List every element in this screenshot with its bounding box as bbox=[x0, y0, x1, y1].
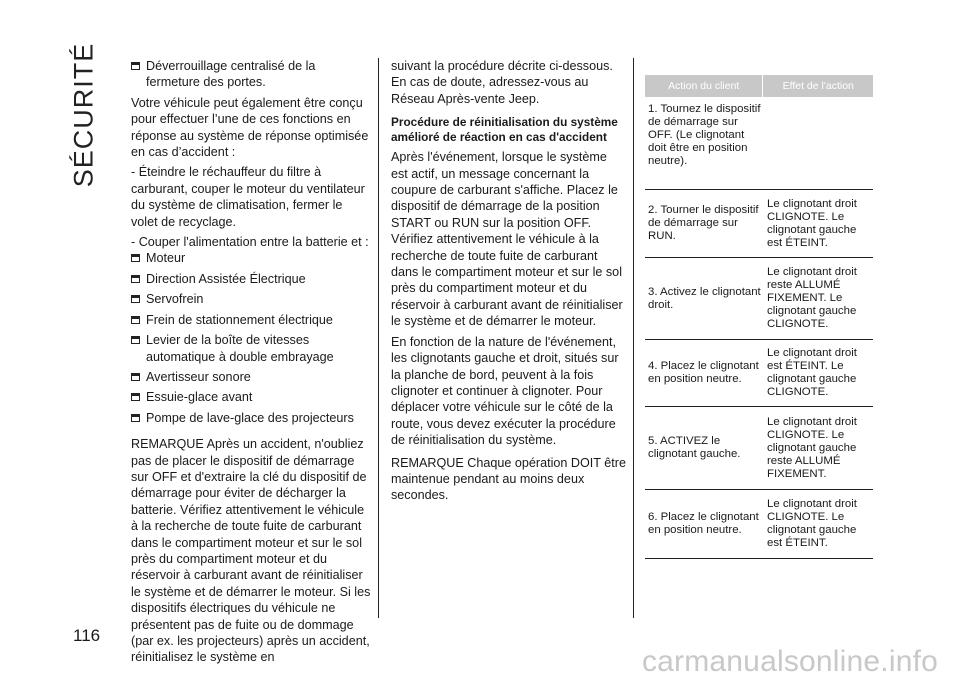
column-divider-2 bbox=[633, 58, 634, 618]
paragraph: - Éteindre le réchauffeur du filtre à carburant, couper le moteur du ventilateur du système de climatisation, fermer le volet de recyclage. bbox=[131, 165, 365, 229]
paragraph: Après l'événement, lorsque le système est actif, un message concernant la coupure de carburant s'affiche. Placez le dispositif de démarrage de la position START ou RUN sur la position OFF. Vérifiez attentivement le véhicule à la recherche de toute fuite de carburant dans le compartiment moteur et sur le sol près du compartiment moteur et du réservoir à carburant avant de réinitialiser le système et de démarrer le moteur. bbox=[391, 150, 623, 329]
checkbox-bullet-icon bbox=[131, 275, 140, 283]
list-item: Direction Assistée Électrique bbox=[131, 271, 371, 287]
table-cell: Le clignotant droit CLIGNOTE. Le clignotant gauche est ÉTEINT. bbox=[767, 498, 857, 549]
remark-paragraph: REMARQUE Après un accident, n'oubliez pas de placer le dispositif de démarrage sur OFF et d'extraire la clé du dispositif de démarrage pour éviter de décharger la batterie. Vérifiez attentivement le véhicule à la recherche de toute fuite de carburant dans le compartiment moteur et sur le sol près du compartiment moteur et du réservoir à carburant avant de réinitialiser le système et de démarrer le moteur. Si les dispositifs électriques du véhicule ne présentent pas de fuite ou de dommage (par ex. les projecteurs) après un accident, réinitialisez le système en bbox=[131, 437, 371, 665]
list-item: Avertisseur sonore bbox=[131, 369, 371, 385]
table-header bbox=[645, 75, 873, 97]
column-header: Action du client bbox=[668, 80, 740, 92]
table-cell: Le clignotant droit reste ALLUMÉ FIXEMENT. Le clignotant gauche CLIGNOTE. bbox=[767, 266, 857, 330]
table-cell: 1. Tournez le dispositif de démarrage sur OFF. (Le clignotant doit être en position neutre). bbox=[648, 103, 761, 167]
table-cell: 4. Placez le clignotant en position neutre. bbox=[648, 360, 759, 385]
table-row bbox=[645, 490, 873, 559]
list-item: Servofrein bbox=[131, 291, 371, 307]
checkbox-bullet-icon bbox=[131, 373, 140, 381]
section-title bbox=[60, 40, 108, 190]
reset-procedure-table bbox=[645, 75, 873, 559]
paragraph: Votre véhicule peut également être conçu pour effectuer l’une de ces fonctions en réponse au système de réponse optimisée en cas d’accident : bbox=[131, 95, 369, 160]
checkbox-bullet-icon bbox=[131, 336, 140, 344]
column-header: Effet de l'action bbox=[762, 75, 873, 97]
table-cell: 3. Activez le clignotant droit. bbox=[648, 285, 761, 311]
paragraph: - Couper l'alimentation entre la batterie et : bbox=[131, 235, 369, 250]
table-row bbox=[645, 407, 873, 490]
section-title-text: SÉCURITÉ bbox=[68, 42, 99, 188]
text-column-1 bbox=[131, 58, 371, 670]
battery-cut-list bbox=[131, 250, 371, 426]
paragraph: En fonction de la nature de l'événement, les clignotants gauche et droit, situés sur la planche de bord, peuvent à la fois clignoter et continuer à clignoter. Pour déplacer votre véhicule sur le côté de la route, vous devez exécuter la procédure de réinitialisation du système. bbox=[391, 334, 619, 448]
table-cell: Le clignotant droit CLIGNOTE. Le clignotant gauche reste ALLUMÉ FIXEMENT. bbox=[767, 415, 857, 480]
list-item: Déverrouillage centralisé de la fermeture des portes. bbox=[131, 58, 371, 91]
table-row bbox=[645, 190, 873, 258]
checkbox-bullet-icon bbox=[131, 316, 140, 324]
page-number: 116 bbox=[73, 626, 101, 645]
watermark: carmanualsonline.info bbox=[641, 645, 938, 678]
table-row bbox=[645, 340, 873, 407]
list-item: Essuie-glace avant bbox=[131, 389, 371, 405]
checkbox-bullet-icon bbox=[131, 393, 140, 401]
text-column-2 bbox=[391, 58, 626, 508]
checkbox-bullet-icon bbox=[131, 254, 140, 262]
table-row bbox=[645, 97, 873, 190]
column-divider-1 bbox=[378, 58, 379, 618]
checkbox-bullet-icon bbox=[131, 62, 140, 70]
list-item: Pompe de lave-glace des projecteurs bbox=[131, 410, 371, 426]
paragraph: suivant la procédure décrite ci-dessous. En cas de doute, adressez-vous au Réseau Après-vente Jeep. bbox=[391, 59, 613, 106]
table-cell: 5. ACTIVEZ le clignotant gauche. bbox=[648, 435, 741, 460]
table-cell: Le clignotant droit CLIGNOTE. Le clignotant gauche est ÉTEINT. bbox=[767, 197, 857, 249]
remark-paragraph: REMARQUE Chaque opération DOIT être maintenue pendant au moins deux secondes. bbox=[391, 455, 626, 503]
list-item: Levier de la boîte de vitesses automatique à double embrayage bbox=[131, 332, 371, 365]
section-heading: Procédure de réinitialisation du système amélioré de réaction en cas d'accident bbox=[391, 115, 618, 145]
list-item: Frein de stationnement électrique bbox=[131, 312, 371, 328]
table-cell: Le clignotant droit est ÉTEINT. Le clignotant gauche CLIGNOTE. bbox=[767, 347, 857, 398]
list-item: Moteur bbox=[131, 250, 371, 266]
checkbox-bullet-icon bbox=[131, 414, 140, 422]
checkbox-bullet-icon bbox=[131, 295, 140, 303]
table-cell: 2. Tourner le dispositif de démarrage sur RUN. bbox=[648, 204, 759, 242]
table-cell: 6. Placez le clignotant en position neutre. bbox=[648, 511, 759, 536]
table-row bbox=[645, 258, 873, 340]
